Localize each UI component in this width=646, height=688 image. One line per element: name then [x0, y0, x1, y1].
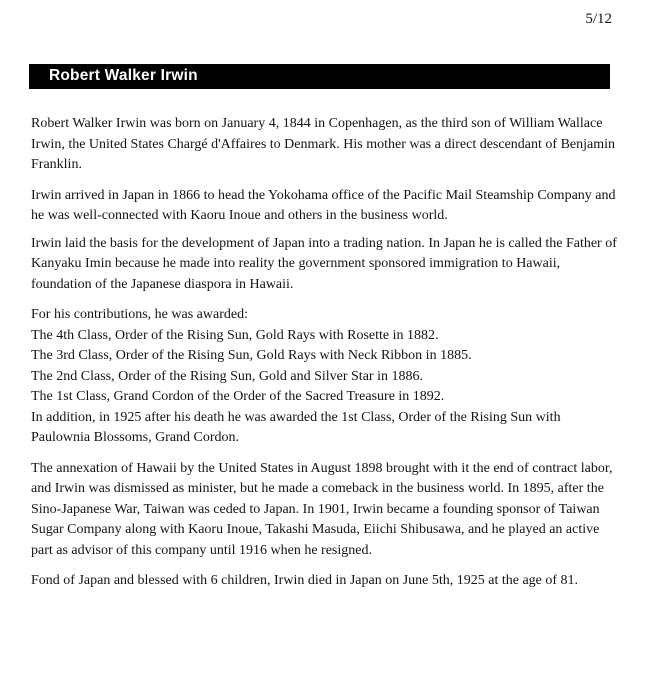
awards-intro: For his contributions, he was awarded: [31, 307, 248, 322]
title-bar [29, 64, 610, 89]
paragraph-arrival: Irwin arrived in Japan in 1866 to head the Yokohama office of the Pacific Mail Steamship Company and he was well-connected with Kaoru Inoue and others in the business world. [31, 187, 616, 223]
paragraph-birth: Robert Walker Irwin was born on January 4, 1844 in Copenhagen, as the third son of William Wallace Irwin, the United States Chargé d'Affaires to Denmark. His mother was a direct descendant of Benjamin Franklin. [31, 116, 616, 172]
awards-section [31, 305, 621, 449]
page-number: 5/12 [585, 11, 612, 27]
award-item: The 2nd Class, Order of the Rising Sun, Gold and Silver Star in 1886. [31, 368, 423, 384]
award-item: The 1st Class, Grand Cordon of the Order of the Sacred Treasure in 1892. [31, 389, 445, 404]
award-item: The 3rd Class, Order of the Rising Sun, Gold Rays with Neck Ribbon in 1885. [31, 348, 472, 363]
award-item: The 4th Class, Order of the Rising Sun, Gold Rays with Rosette in 1882. [31, 327, 439, 343]
document-body [31, 114, 621, 602]
paragraph-annexation: The annexation of Hawaii by the United States in August 1898 brought with it the end of contract labor, and Irwin was dismissed as minister, but he made a comeback in the business world. In 1895, after the Sino-Japanese War, Taiwan was ceded to Japan. In 1901, Irwin became a founding sponsor of Taiwan Sugar Company along with Kaoru Inoue, Takashi Masuda, Eiichi Shibusawa, and he played an active part as advisor of this company until 1916 when he resigned. [31, 460, 613, 558]
paragraph-trading-nation: Irwin laid the basis for the development of Japan into a trading nation. In Japan he is called the Father of Kanyaku Imin because he made into reality the government sponsored immigration to Hawaii, foundation of the Japanese diaspora in Hawaii. [31, 235, 617, 292]
paragraph-death: Fond of Japan and blessed with 6 children, Irwin died in Japan on June 5th, 1925 at the age of 81. [31, 573, 579, 588]
award-addition: In addition, in 1925 after his death he was awarded the 1st Class, Order of the Rising Sun with Paulownia Blossoms, Grand Cordon. [31, 409, 561, 445]
page-title: Robert Walker Irwin [49, 67, 198, 84]
